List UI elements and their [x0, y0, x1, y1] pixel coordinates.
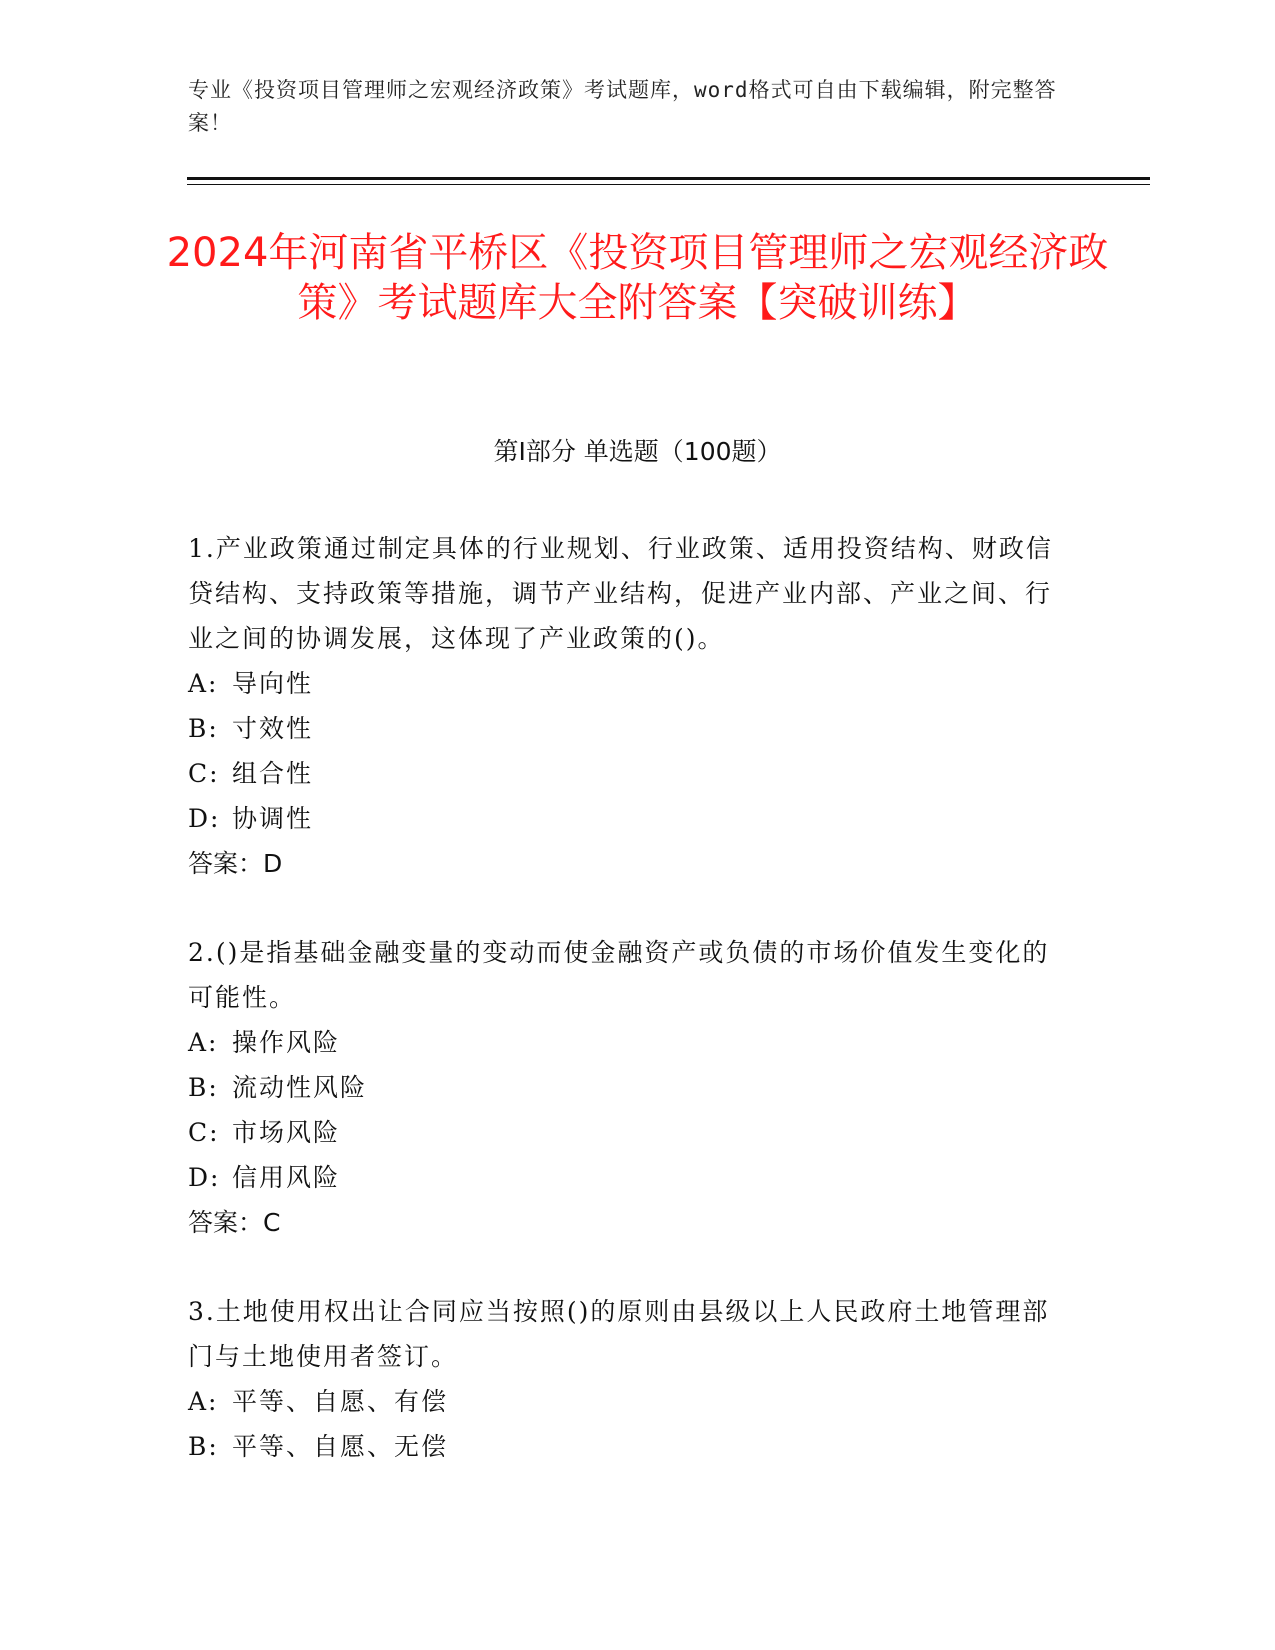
question-2: [188, 930, 1068, 1245]
option-a: [188, 1020, 1068, 1065]
answer-line: 答案：D: [188, 849, 283, 878]
option-b: [188, 1065, 1068, 1110]
option-text: 操作风险: [232, 1028, 341, 1057]
option-text: 市场风险: [232, 1118, 341, 1147]
document-title: 2024年河南省平桥区《投资项目管理师之宏观经济政策》考试题库大全附答案【突破训练】: [166, 230, 1109, 326]
question-stem: 2.()是指基础金融变量的变动而使金融资产或负债的市场价值发生变化的可能性。: [188, 938, 1050, 1012]
option-key: A:: [188, 1387, 219, 1416]
question-stem: 3.土地使用权出让合同应当按照()的原则由县级以上人民政府土地管理部门与土地使用者签订。: [188, 1297, 1050, 1371]
option-key: C:: [188, 1118, 220, 1147]
option-key: B:: [188, 714, 219, 743]
option-text: 导向性: [232, 669, 314, 698]
question-list: [188, 526, 1068, 1513]
header-rule-thin: [187, 184, 1150, 185]
option-d: [188, 796, 1068, 841]
option-text: 信用风险: [232, 1163, 341, 1192]
option-b: [188, 706, 1068, 751]
question-stem: 1.产业政策通过制定具体的行业规划、行业政策、适用投资结构、财政信贷结构、支持政策等措施，调节产业结构，促进产业内部、产业之间、行业之间的协调发展，这体现了产业政策的()。: [188, 534, 1053, 653]
option-text: 流动性风险: [232, 1073, 368, 1102]
option-key: C:: [188, 759, 220, 788]
option-text: 协调性: [232, 804, 314, 833]
option-key: B:: [188, 1073, 219, 1102]
option-d: [188, 1155, 1068, 1200]
answer-line: 答案：C: [188, 1208, 281, 1237]
option-key: B:: [188, 1432, 219, 1461]
question-1: [188, 526, 1068, 886]
question-3: [188, 1289, 1068, 1469]
header-rule-thick: [187, 177, 1150, 180]
option-text: 寸效性: [232, 714, 314, 743]
option-a: [188, 1379, 1068, 1424]
option-text: 平等、自愿、有偿: [232, 1387, 449, 1416]
header-note: 专业《投资项目管理师之宏观经济政策》考试题库，word格式可自由下载编辑，附完整答案！: [188, 78, 1057, 135]
option-c: [188, 751, 1068, 796]
option-text: 平等、自愿、无偿: [232, 1432, 449, 1461]
option-key: A:: [188, 1028, 219, 1057]
option-key: A:: [188, 669, 219, 698]
option-text: 组合性: [232, 759, 314, 788]
section-heading: 第I部分 单选题（100题）: [493, 437, 782, 466]
option-c: [188, 1110, 1068, 1155]
option-a: [188, 661, 1068, 706]
option-b: [188, 1424, 1068, 1469]
option-key: D:: [188, 804, 221, 833]
option-key: D:: [188, 1163, 221, 1192]
